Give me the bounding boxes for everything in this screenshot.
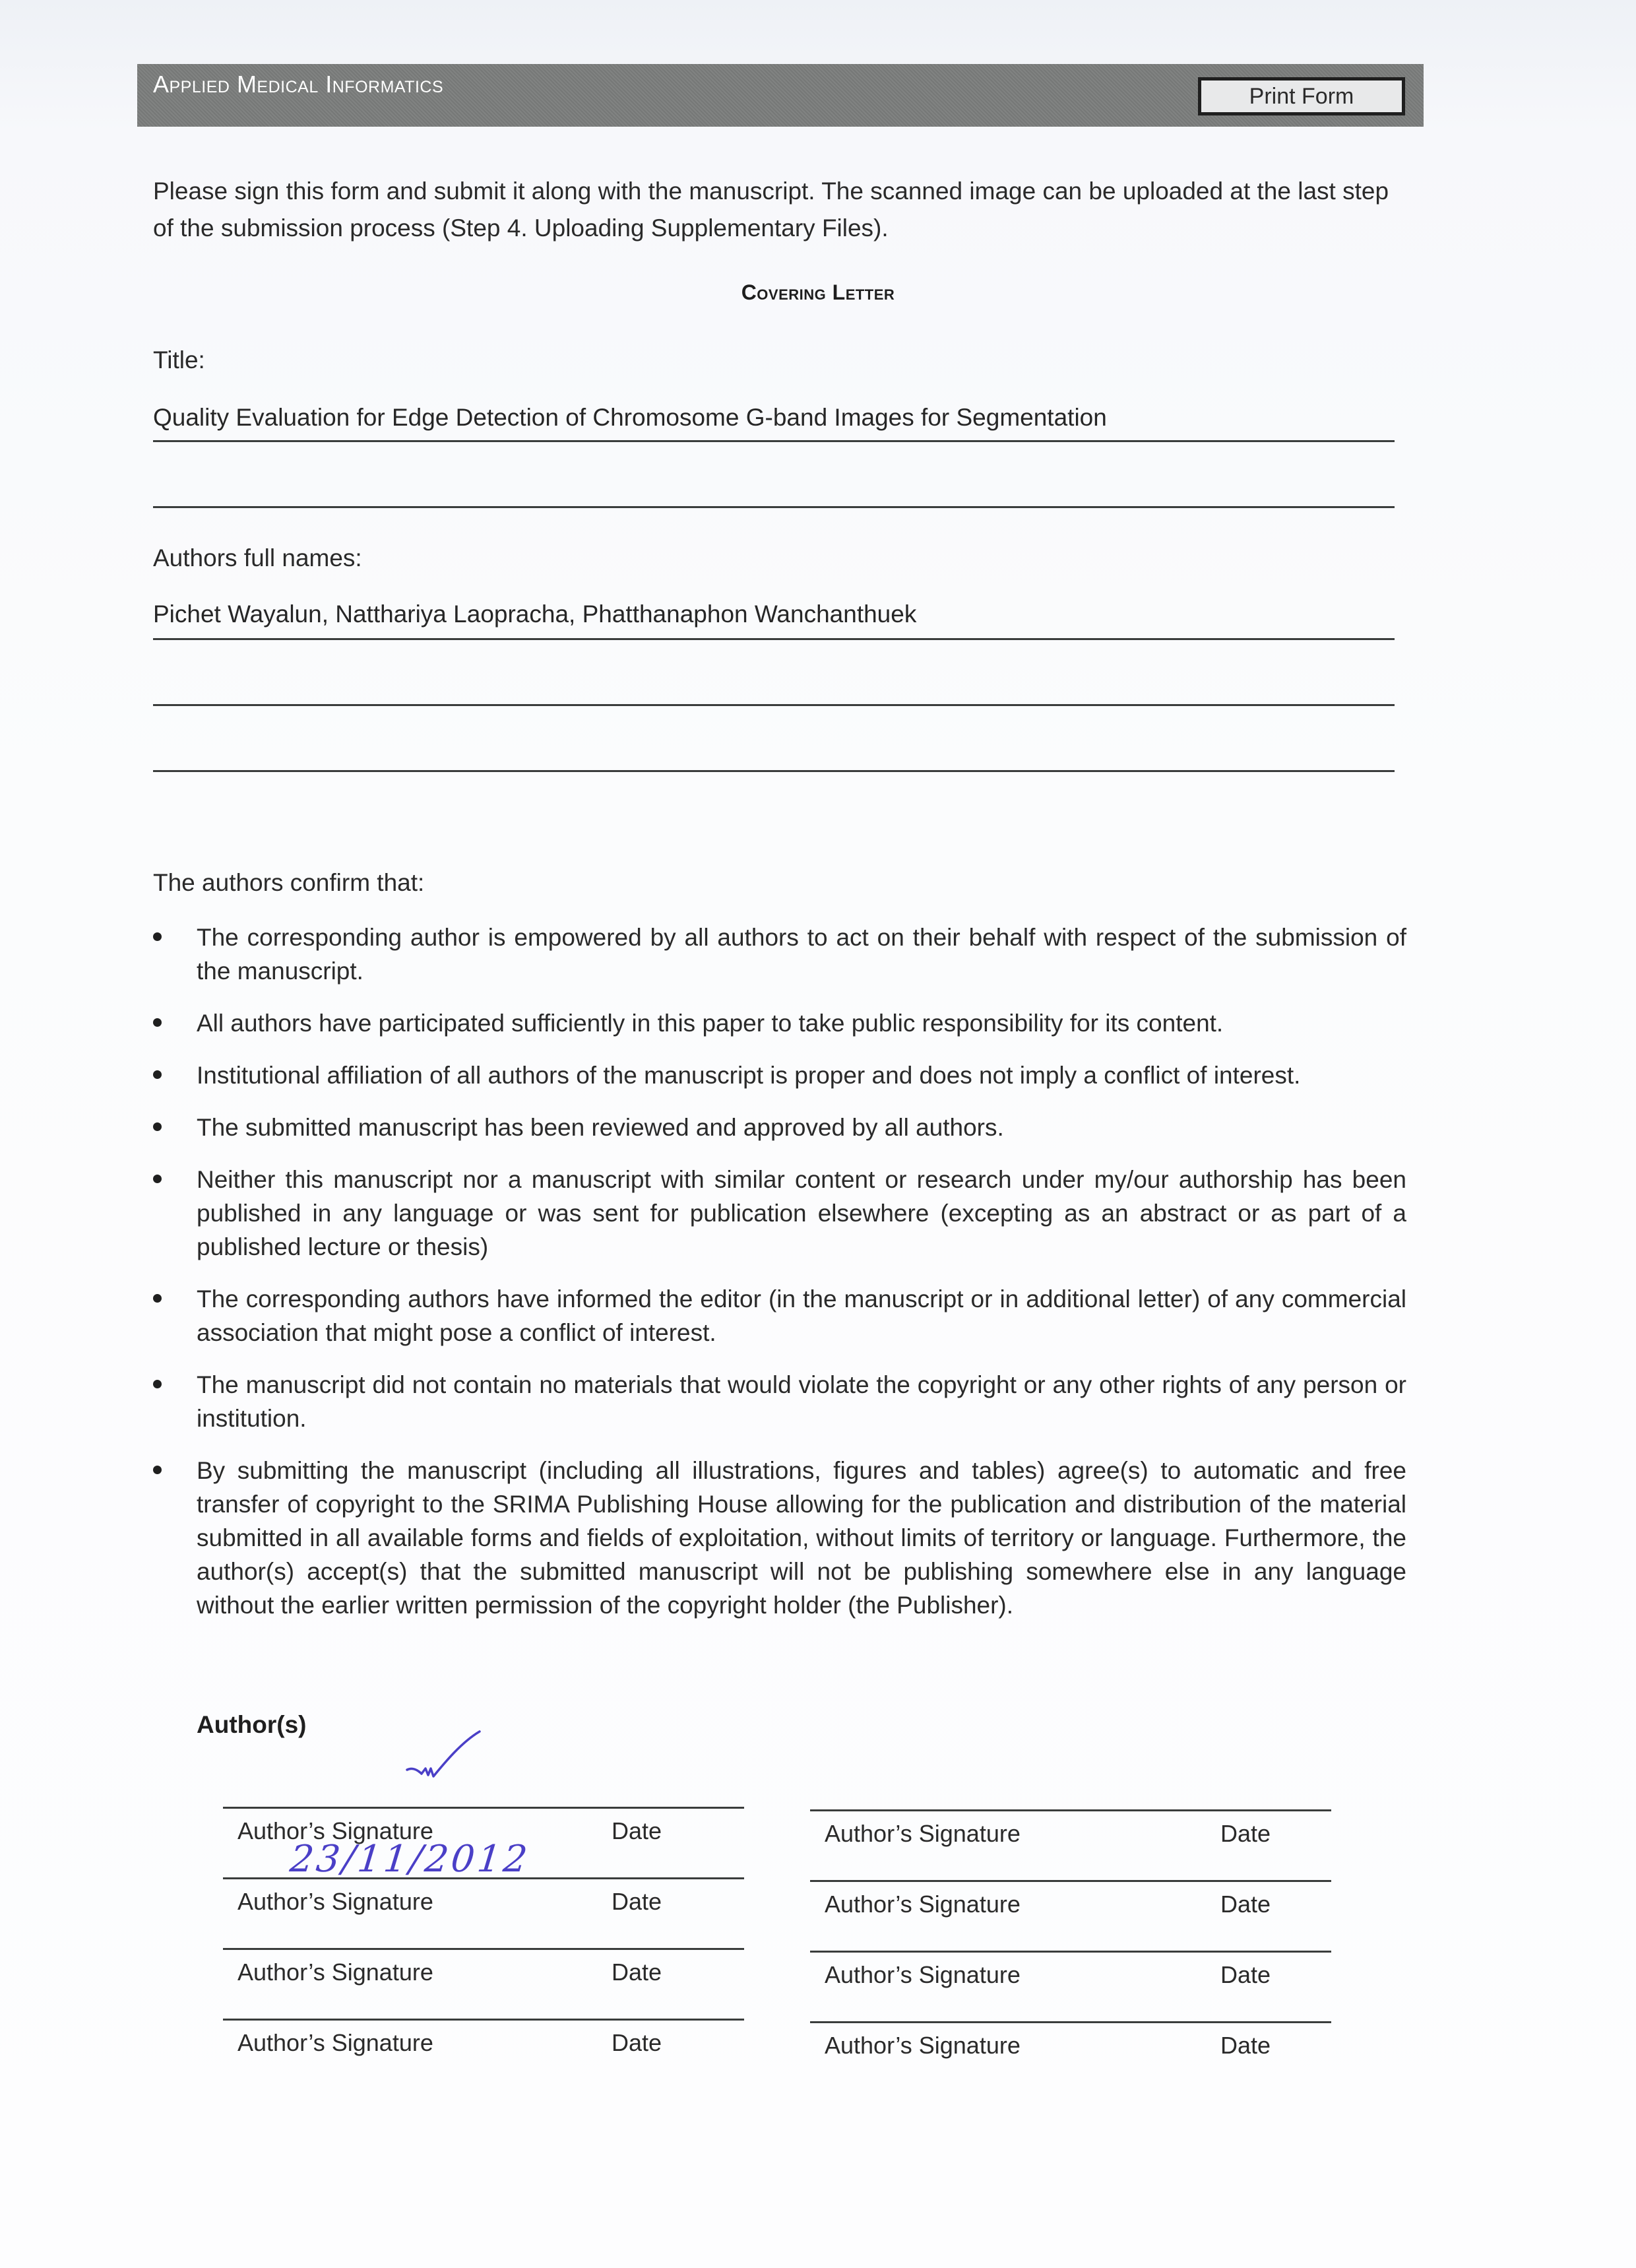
journal-header-bar — [137, 64, 1424, 127]
confirmation-item: Institutional affiliation of all authors of the manuscript is proper and does not imply a conflict of interest. — [153, 1058, 1406, 1092]
date-label: Date — [612, 1817, 662, 1844]
signature-line — [223, 1807, 744, 1809]
print-form-button[interactable]: Print Form — [1198, 77, 1405, 115]
authors-field-underline-3 — [153, 770, 1395, 772]
bullet-icon — [153, 1175, 162, 1183]
date-label: Date — [1220, 2032, 1271, 2059]
signature-row[interactable] — [810, 1809, 1331, 1875]
date-label: Date — [1220, 1891, 1271, 1918]
confirmation-item: All authors have participated sufficiently in this paper to take public responsibility for its content. — [153, 1006, 1406, 1040]
bullet-icon — [153, 1294, 162, 1303]
signature-label: Author’s Signature — [237, 1817, 433, 1844]
bullet-icon — [153, 932, 162, 941]
signature-row[interactable] — [223, 1877, 744, 1943]
authors-field-underline — [153, 638, 1395, 640]
signature-line — [223, 2019, 744, 2021]
title-field-value[interactable]: Quality Evaluation for Edge Detection of Chromosome G-band Images for Segmentation — [153, 404, 1107, 431]
confirmation-item: By submitting the manuscript (including all illustrations, figures and tables) agree(s) to automatic and free transfer of copyright to the SRIMA Publishing House allowing for the publication and distribution of the material submitted in all available forms and fields of exploitation, without limits of territory or language. Furthermore, the author(s) accept(s) that the submitted manuscript will not be publishing somewhere else in any language without the earlier written permission of the copyright holder (the Publisher). — [153, 1454, 1406, 1622]
signature-row[interactable] — [810, 2021, 1331, 2087]
signature-label: Author’s Signature — [825, 1891, 1021, 1918]
authors-field-value[interactable]: Pichet Wayalun, Natthariya Laopracha, Phatthanaphon Wanchanthuek — [153, 600, 917, 628]
date-label: Date — [612, 1888, 662, 1915]
bullet-icon — [153, 1070, 162, 1079]
title-field-underline — [153, 440, 1395, 442]
signature-label: Author’s Signature — [237, 1959, 433, 1986]
confirmation-item: The corresponding author is empowered by all authors to act on their behalf with respect of the submission of the manuscript. — [153, 921, 1406, 988]
handwritten-signature-icon — [406, 1729, 485, 1788]
instructions-text: Please sign this form and submit it along with the manuscript. The scanned image can be uploaded at the last step of the submission process (Step 4. Uploading Supplementary Files). — [153, 178, 1389, 242]
signature-line — [810, 2021, 1331, 2023]
date-label: Date — [1220, 1820, 1271, 1847]
signature-line — [810, 1809, 1331, 1811]
signature-label: Author’s Signature — [825, 2032, 1021, 2059]
signature-row[interactable] — [223, 2019, 744, 2085]
authors-field-label: Authors full names: — [153, 544, 362, 571]
confirmation-item: The manuscript did not contain no materials that would violate the copyright or any other rights of any person or institution. — [153, 1368, 1406, 1435]
signature-row[interactable] — [810, 1880, 1331, 1946]
signature-label: Author’s Signature — [237, 2029, 433, 2056]
bullet-icon — [153, 1380, 162, 1388]
authors-field-underline-2 — [153, 704, 1395, 706]
bullet-icon — [153, 1018, 162, 1027]
confirmation-item: The corresponding authors have informed the editor (in the manuscript or in additional letter) of any commercial association that might pose a conflict of interest. — [153, 1282, 1406, 1349]
signature-line — [810, 1880, 1331, 1882]
signature-row[interactable] — [223, 1948, 744, 2014]
date-label: Date — [1220, 1961, 1271, 1988]
date-label: Date — [612, 2029, 662, 2056]
confirmation-list — [153, 921, 1406, 1640]
journal-name: Applied Medical Informatics — [153, 71, 444, 98]
signature-row[interactable] — [810, 1951, 1331, 2017]
signature-label: Author’s Signature — [237, 1888, 433, 1915]
signature-line — [223, 1948, 744, 1950]
confirmation-item: The submitted manuscript has been reviewed and approved by all authors. — [153, 1111, 1406, 1144]
authors-heading: Author(s) — [197, 1711, 307, 1738]
signature-label: Author’s Signature — [825, 1820, 1021, 1847]
date-label: Date — [612, 1959, 662, 1986]
bullet-icon — [153, 1466, 162, 1474]
confirmation-intro: The authors confirm that: — [153, 869, 425, 896]
confirmation-item: Neither this manuscript nor a manuscript with similar content or research under my/our authorship has been published in any language or was sent for publication elsewhere (excepting as an abstract or as part of a published lecture or thesis) — [153, 1163, 1406, 1264]
title-field-underline-2 — [153, 506, 1395, 508]
title-field-label: Title: — [153, 346, 205, 373]
signature-label: Author’s Signature — [825, 1961, 1021, 1988]
section-title: Covering Letter — [741, 280, 895, 304]
handwritten-date: 23/11/2012 — [288, 1838, 532, 1881]
signature-line — [810, 1951, 1331, 1953]
bullet-icon — [153, 1122, 162, 1131]
